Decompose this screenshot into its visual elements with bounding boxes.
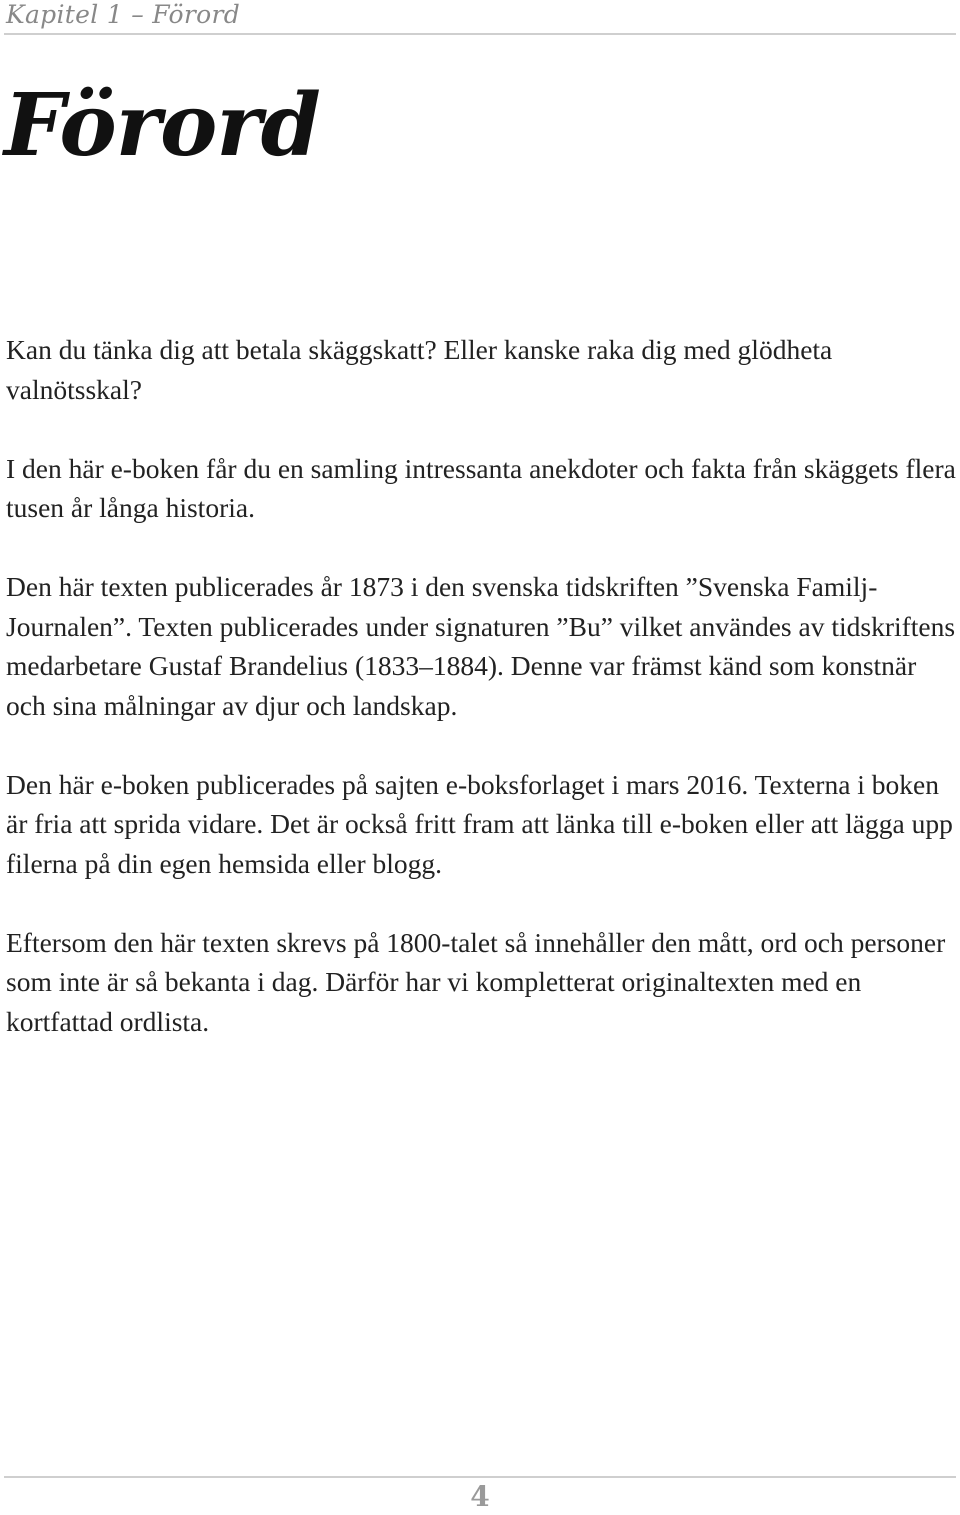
running-header: Kapitel 1 – Förord [6,0,241,29]
header-divider [4,33,956,35]
body-text [6,330,956,1081]
paragraph: Den här texten publicerades år 1873 i den svenska tidskriften ”Svenska Familj-Journalen”. Texten publicerades under signaturen ”Bu” vilket användes av tidskriftens medarbetare Gustaf Brandelius (1833–1884). Denne var främst känd som konstnär och sina målningar av djur och landskap. [6,571,956,721]
page-number: 4 [470,1480,490,1513]
paragraph: I den här e-boken får du en samling intressanta anekdoter och fakta från skäggets flera tusen år långa historia. [6,452,956,523]
paragraph: Eftersom den här texten skrevs på 1800-talet så innehåller den mått, ord och personer som inte är så bekanta i dag. Därför har vi kompletterat originaltexten med en kortfattad ordlista. [6,926,946,1037]
chapter-title: Förord [4,75,320,176]
paragraph: Kan du tänka dig att betala skäggskatt? Eller kanske raka dig med glödheta valnötsskal? [6,334,833,405]
paragraph: Den här e-boken publicerades på sajten e-boksforlaget i mars 2016. Texterna i boken är fria att sprida vidare. Det är också fritt fram att länka till e-boken eller att lägga upp filerna på din egen hemsida eller blogg. [6,768,953,879]
footer-divider [4,1476,956,1478]
